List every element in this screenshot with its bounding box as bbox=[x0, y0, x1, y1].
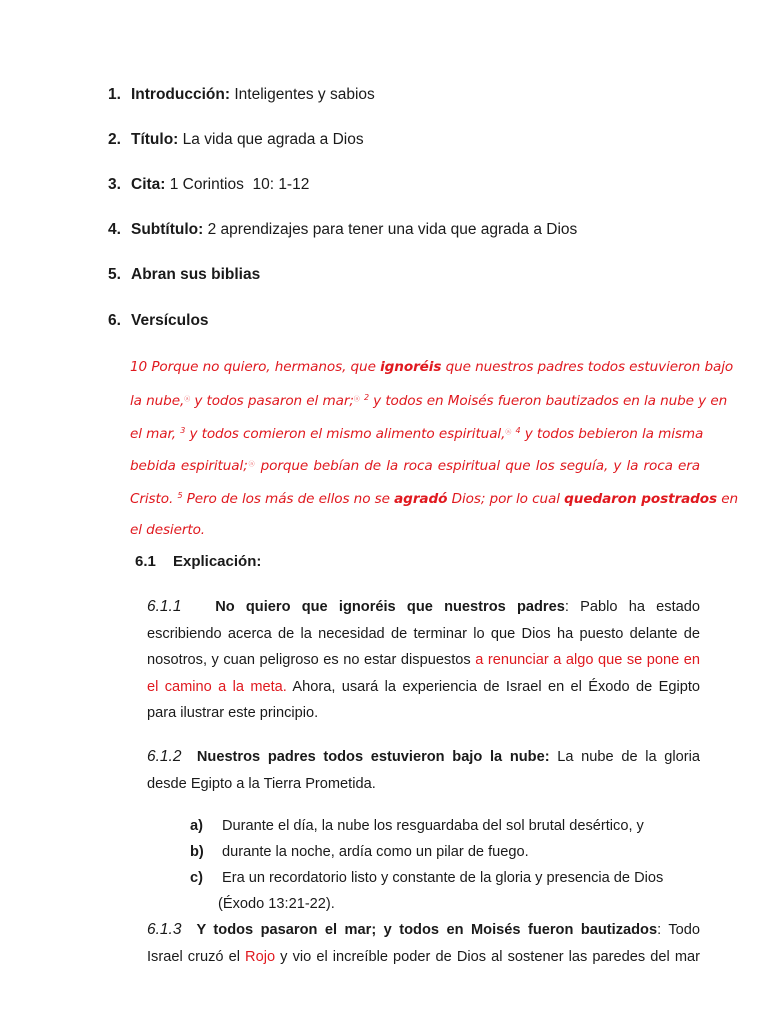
section-heading bbox=[135, 553, 261, 570]
outline-number: 6. bbox=[108, 312, 121, 329]
verse-text: el desierto. bbox=[130, 521, 206, 538]
verse-number: 5 bbox=[177, 491, 183, 501]
paragraph-text: escribiendo acerca de la necesidad de terminar lo que Dios ha puesto delante de bbox=[147, 625, 700, 642]
paragraph-line bbox=[147, 594, 700, 621]
paragraph-line bbox=[147, 744, 700, 771]
highlighted-text: el camino a la meta. bbox=[147, 678, 287, 695]
verse-line bbox=[130, 383, 728, 417]
highlighted-text: Rojo bbox=[245, 948, 276, 965]
verse-text: el mar, bbox=[130, 426, 181, 443]
paragraph-heading: Y todos pasaron el mar; y todos en Moisés fueron bautizados bbox=[196, 922, 658, 938]
verse-emphasis: quedaron postrados bbox=[564, 491, 718, 508]
paragraph-line bbox=[147, 944, 700, 971]
sublist-continuation: (Éxodo 13:21-22). bbox=[218, 896, 335, 912]
verse-block bbox=[130, 352, 739, 546]
paragraph-line bbox=[147, 674, 700, 701]
verse-line bbox=[130, 515, 700, 546]
footnote-marker: ⓐ bbox=[247, 460, 256, 468]
paragraph-text: desde Egipto a la Tierra Prometida. bbox=[147, 775, 376, 792]
outline-text: La vida que agrada a Dios bbox=[178, 131, 364, 148]
verse-text: Dios; por lo cual bbox=[447, 491, 565, 508]
paragraph-text: y vio el increíble poder de Dios al sostener las paredes del mar bbox=[275, 948, 700, 965]
outline-text: Inteligentes y sabios bbox=[230, 86, 375, 103]
sublist-text: durante la noche, ardía como un pilar de fuego. bbox=[222, 844, 529, 860]
paragraph-text: para ilustrar este principio. bbox=[147, 705, 319, 721]
verse-line bbox=[130, 352, 734, 383]
sublist-letter: b) bbox=[190, 844, 204, 860]
outline-item-subtitulo bbox=[108, 220, 577, 240]
sublist-letter: a) bbox=[190, 818, 203, 834]
footnote-marker: ⓐ bbox=[353, 395, 360, 403]
sublist-item-b bbox=[190, 839, 698, 865]
paragraph-text: : Todo bbox=[657, 922, 701, 938]
paragraph-number: 6.1.1 bbox=[147, 598, 182, 615]
verse-text: porque bebían de la roca espiritual que los seguía, y la roca era bbox=[255, 457, 700, 474]
paragraph-line bbox=[147, 621, 700, 648]
outline-number: 4. bbox=[108, 221, 121, 238]
outline-text: 1 Corintios 10: 1-12 bbox=[165, 176, 310, 193]
outline-label: Versículos bbox=[131, 312, 209, 329]
verse-number: 4 bbox=[515, 426, 521, 436]
verse-text: y todos comieron el mismo alimento espiritual, bbox=[185, 426, 506, 443]
outline-number: 2. bbox=[108, 131, 121, 148]
outline-label: Introducción: bbox=[131, 86, 231, 103]
outline-number: 3. bbox=[108, 176, 121, 193]
verse-emphasis: agradó bbox=[394, 491, 448, 508]
paragraph-line bbox=[147, 647, 700, 674]
outline-item-abran bbox=[108, 265, 260, 285]
paragraph-heading: Nuestros padres todos estuvieron bajo la nube: bbox=[196, 749, 550, 765]
outline-item-versiculos bbox=[108, 311, 209, 331]
verse-text: en bbox=[717, 491, 739, 508]
outline-label: Subtítulo: bbox=[131, 221, 204, 238]
verse-number: 3 bbox=[180, 426, 186, 436]
paragraph-line bbox=[147, 917, 700, 944]
verse-line bbox=[130, 416, 704, 450]
sublist-item-a bbox=[190, 813, 698, 839]
sublist-text: Era un recordatorio listo y constante de la gloria y presencia de Dios bbox=[222, 870, 664, 886]
paragraph-text: Ahora, usará la experiencia de Israel en el Éxodo de Egipto bbox=[286, 678, 700, 695]
sublist-text: Durante el día, la nube los resguardaba del sol brutal desértico, y bbox=[222, 818, 644, 834]
sublist-item-c bbox=[190, 865, 698, 917]
verse-text: 10 Porque no quiero, hermanos, que bbox=[130, 359, 381, 375]
verse-text: Cristo. bbox=[130, 491, 178, 508]
paragraph-text: La nube de la gloria bbox=[549, 749, 701, 765]
paragraph-number: 6.1.2 bbox=[147, 748, 182, 765]
outline-item-introduccion bbox=[108, 85, 375, 105]
verse-line bbox=[130, 481, 739, 515]
outline-item-titulo bbox=[108, 130, 364, 150]
outline-label: Título: bbox=[131, 131, 179, 148]
paragraph-6-1-3 bbox=[147, 917, 700, 970]
verse-text: que nuestros padres todos estuvieron bajo bbox=[441, 359, 734, 375]
verse-number: 2 bbox=[363, 392, 369, 402]
sublist-letter: c) bbox=[190, 870, 203, 886]
paragraph-text: Israel cruzó el bbox=[147, 948, 246, 965]
verse-text: y todos pasaron el mar; bbox=[190, 392, 354, 409]
footnote-marker: ⓐ bbox=[184, 395, 191, 403]
verse-text: la nube, bbox=[130, 392, 185, 409]
section-title: Explicación: bbox=[173, 553, 262, 570]
verse-text: y todos en Moisés fueron bautizados en la nube y en bbox=[368, 392, 728, 409]
verse-emphasis: ignoréis bbox=[380, 359, 442, 375]
paragraph-text: : Pablo ha estado bbox=[564, 599, 700, 615]
verse-text: y todos bebieron la misma bbox=[520, 426, 704, 443]
outline-item-cita bbox=[108, 175, 309, 195]
highlighted-text: a renunciar a algo que se pone en bbox=[475, 652, 700, 668]
outline-label: Abran sus biblias bbox=[131, 266, 261, 283]
paragraph-text: nosotros, y cuan peligroso es no estar dispuestos bbox=[147, 652, 476, 668]
section-number: 6.1 bbox=[135, 553, 156, 570]
outline-label: Cita: bbox=[131, 176, 166, 193]
verse-text: bebida espiritual; bbox=[130, 457, 248, 474]
paragraph-line bbox=[147, 700, 700, 727]
verse-text: Pero de los más de ellos no se bbox=[182, 491, 395, 508]
paragraph-6-1-2 bbox=[147, 744, 700, 797]
footnote-marker: ⓐ bbox=[505, 429, 512, 437]
outline-number: 5. bbox=[108, 266, 121, 283]
paragraph-6-1-1 bbox=[147, 594, 700, 727]
paragraph-number: 6.1.3 bbox=[147, 921, 182, 938]
outline-text: 2 aprendizajes para tener una vida que agrada a Dios bbox=[203, 221, 578, 238]
outline-number: 1. bbox=[108, 86, 121, 103]
paragraph-heading: No quiero que ignoréis que nuestros padres bbox=[215, 599, 565, 615]
verse-line bbox=[130, 450, 700, 482]
paragraph-line bbox=[147, 771, 700, 798]
